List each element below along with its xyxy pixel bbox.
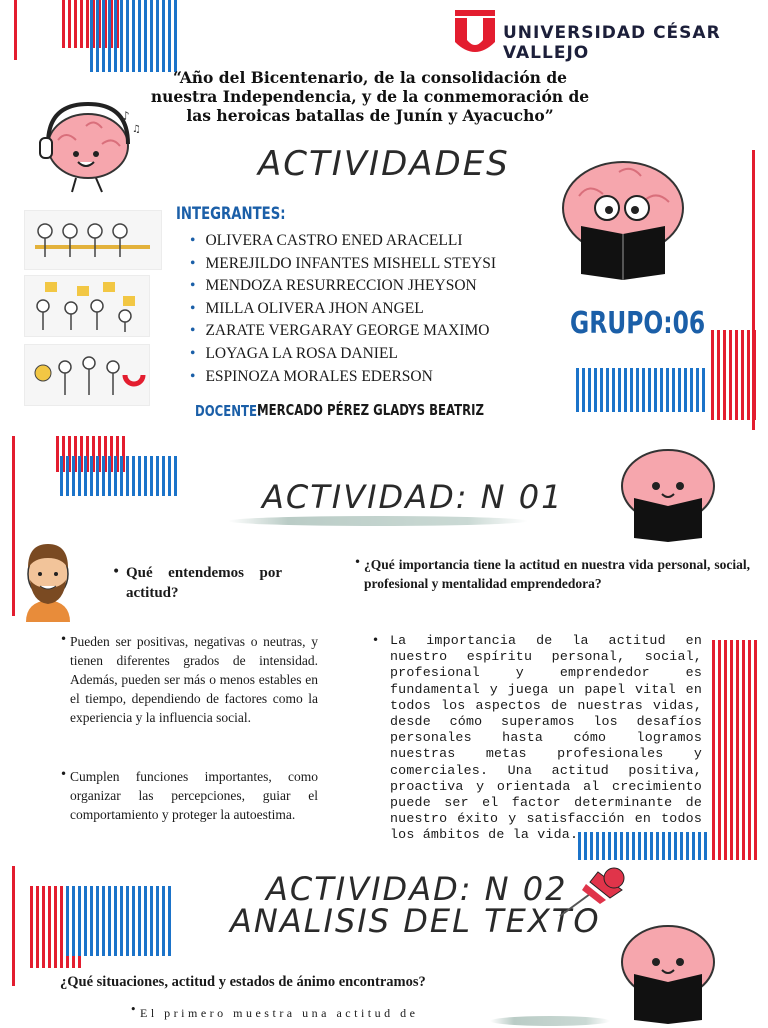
decor-stripes-blue (60, 456, 177, 496)
question2 (354, 555, 750, 593)
member-item: • MEREJILDO INFANTES MISHELL STEYSI (190, 253, 496, 276)
group-label: GRUPO:06 (570, 306, 706, 341)
svg-text:♪: ♪ (122, 109, 130, 123)
member-item: • OLIVERA CASTRO ENED ARACELLI (190, 230, 496, 253)
activity1-title: ACTIVIDAD: N 01 (262, 478, 564, 516)
brain-reading-icon (555, 156, 691, 282)
bullet: • (130, 1003, 137, 1016)
activity2-point (130, 1004, 430, 1023)
members-list (190, 230, 496, 388)
bullet: • (372, 633, 380, 647)
activity2-title-line1: ACTIVIDAD: N 02 (266, 870, 568, 908)
activity2-question: ¿Qué situaciones, actitud y estados de ánimo encontramos? (60, 974, 426, 990)
bearded-man-avatar-icon (18, 538, 78, 622)
members-label: INTEGRANTES: (176, 204, 286, 224)
decor-brush (490, 1016, 610, 1026)
decor-line (14, 0, 17, 60)
team-illustration-1 (24, 210, 162, 270)
bullet: • (60, 632, 68, 646)
teacher-line (195, 401, 484, 420)
year-quote: “Año del Bicentenario, de la consolidación de nuestra Independencia, y de la conmemoración de las heroicas batallas de Junín y Ayacucho” (150, 68, 590, 125)
member-item: • MENDOZA RESURRECCION JHEYSON (190, 275, 496, 298)
member-item: • MILLA OLIVERA JHON ANGEL (190, 298, 496, 321)
decor-line (12, 866, 15, 986)
decor-stripes-blue (576, 368, 705, 412)
q2-answer (372, 633, 702, 844)
brain-reading-icon (616, 446, 720, 544)
university-logo-icon (455, 10, 495, 54)
q2-answer-text: La importancia de la actitud en nuestro espíritu personal, social, profesional y emprendedor es fundamental y juega un papel vital en todos los aspectos de nuestras vidas, desde cómo superamos los desafíos personales hasta cómo logramos nuestras metas profesionales y comerciales. Una actitud positiva, proactiva y orientada al crecimiento puede ser el factor determinante de nuestro éxito y satisfacción en todos los ámbitos de la vida. (390, 633, 702, 843)
bullet: • (112, 564, 121, 580)
activity2-point-text: El primero muestra una actitud de (140, 1006, 419, 1020)
teacher-name: MERCADO PÉREZ GLADYS BEATRIZ (257, 401, 484, 419)
member-item: • ZARATE VERGARAY GEORGE MAXIMO (190, 320, 496, 343)
q1-point-1 (60, 632, 318, 727)
decor-brush (228, 516, 528, 526)
bullet: • (354, 555, 362, 569)
decor-line (12, 436, 15, 616)
member-item: • ESPINOZA MORALES EDERSON (190, 366, 496, 389)
university-name: UNIVERSIDAD CÉSAR VALLEJO (503, 23, 721, 63)
bullet: • (60, 767, 68, 781)
question2-text: ¿Qué importancia tiene la actitud en nuestra vida personal, social, profesional y mentalidad emprendedora? (364, 557, 750, 591)
decor-line (752, 150, 755, 430)
brain-headphones-icon (36, 100, 142, 196)
svg-text:♫: ♫ (132, 124, 141, 135)
team-illustration-2 (24, 275, 150, 337)
push-pin-icon (556, 864, 632, 920)
question1-text: Qué entendemos por actitud? (126, 565, 282, 601)
decor-stripes-red (712, 640, 757, 860)
member-item: • LOYAGA LA ROSA DANIEL (190, 343, 496, 366)
teacher-label: DOCENTE: (195, 402, 262, 420)
brain-reading-icon (616, 920, 720, 1024)
decor-stripes-blue (90, 0, 177, 72)
q1-point-2-text: Cumplen funciones importantes, como organizar las percepciones, guiar el comportamiento y proteger la autoestima. (70, 769, 318, 822)
team-illustration-3 (24, 344, 150, 406)
question1 (112, 563, 282, 603)
decor-stripes-red (711, 330, 756, 420)
q1-point-1-text: Pueden ser positivas, negativas o neutras, y tienen diferentes grados de intensidad. Además, pueden ser más o menos estables en el tiempo, dependiendo de factores como la experiencia y la influencia social. (70, 634, 318, 725)
q1-point-2 (60, 767, 318, 824)
activity2-title-line2: ANALISIS DEL TEXTO (230, 902, 601, 940)
decor-stripes-blue (66, 886, 171, 956)
decor-stripes-blue (578, 832, 707, 860)
cover-title: ACTIVIDADES (258, 144, 510, 184)
